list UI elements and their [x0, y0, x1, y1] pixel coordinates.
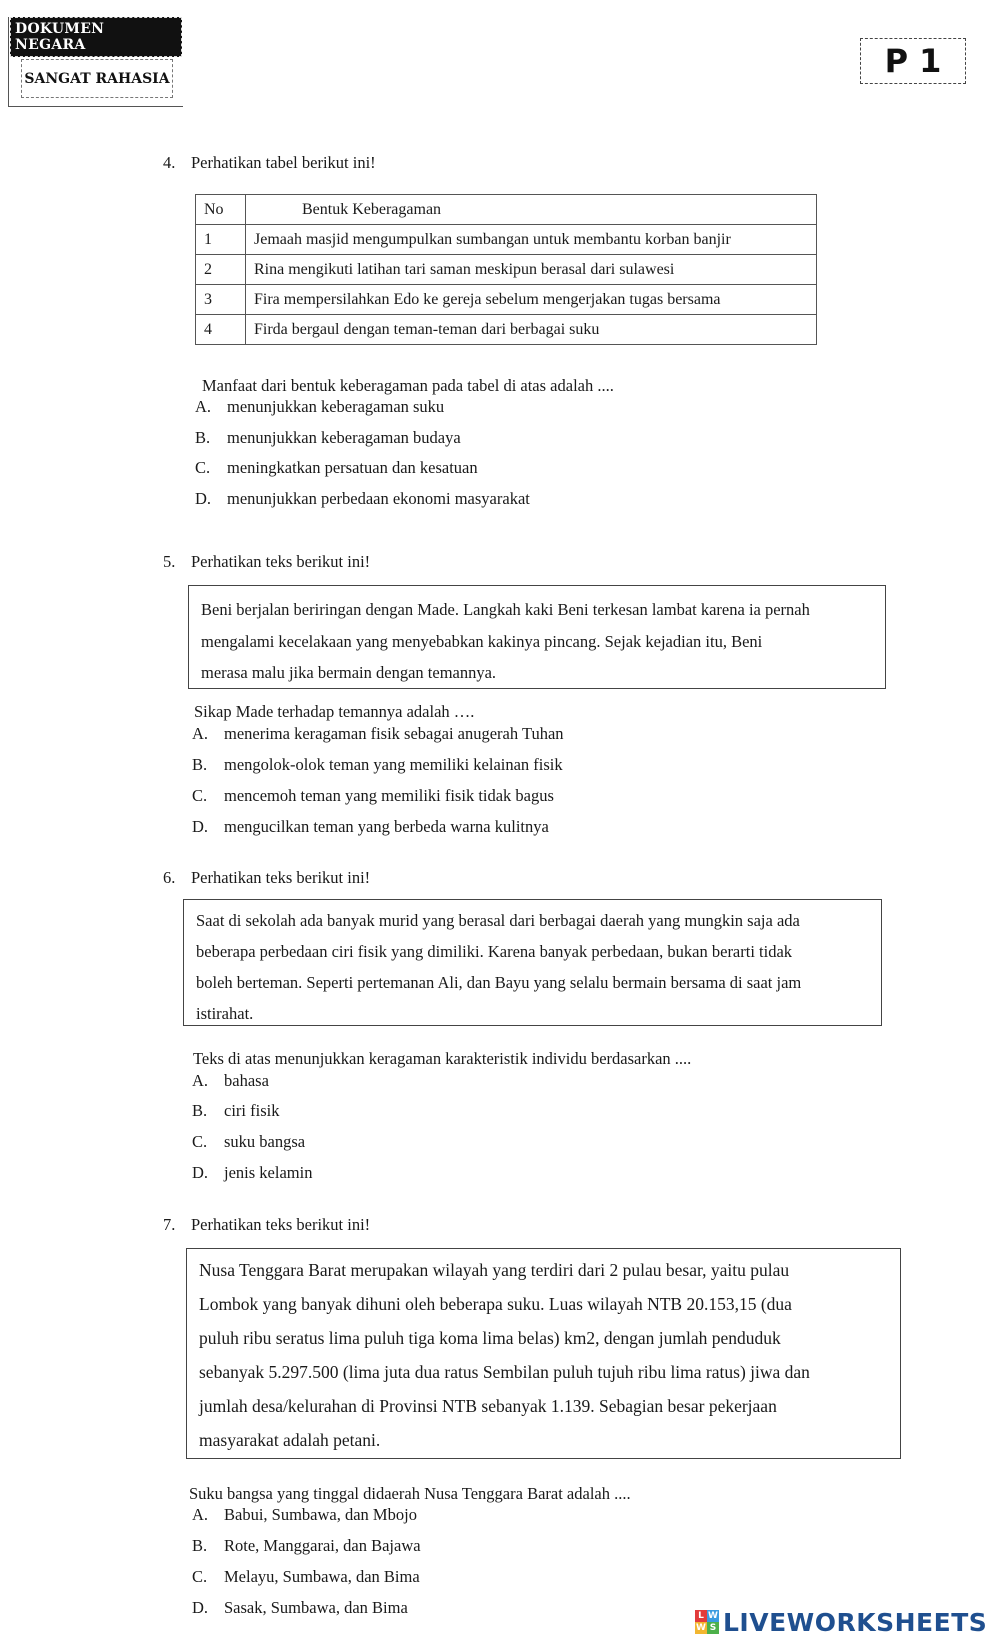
package-code: P 1: [860, 38, 966, 84]
table-cell-text: Jemaah masjid mengumpulkan sumbangan untuk membantu korban banjir: [246, 225, 817, 255]
logo-tile: S: [707, 1622, 719, 1634]
question-number: 6.: [163, 868, 176, 887]
question-number: 4.: [163, 153, 176, 172]
question-instruction: Perhatikan tabel berikut ini!: [191, 153, 376, 172]
option-text: menunjukkan keberagaman budaya: [227, 428, 461, 447]
stamp-top-banner: [10, 17, 182, 57]
option-letter: C.: [195, 458, 211, 477]
option-letter: D.: [192, 1163, 209, 1182]
option-letter: D.: [195, 489, 212, 508]
table-cell-text: Rina mengikuti latihan tari saman meskipun berasal dari sulawesi: [246, 255, 817, 285]
table-cell-no: 1: [196, 225, 246, 255]
option-text: suku bangsa: [224, 1132, 306, 1151]
table-row: [196, 225, 817, 255]
passage-line: sebanyak 5.297.500 (lima juta dua ratus Sembilan puluh tujuh ribu lima ratus) jiwa dan: [199, 1362, 810, 1382]
question-6-prompt: Teks di atas menunjukkan keragaman karakteristik individu berdasarkan ....: [193, 1049, 692, 1068]
option-text: mengolok-olok teman yang memiliki kelainan fisik: [224, 755, 563, 774]
question-6-passage: [183, 899, 882, 1026]
option-text: Babui, Sumbawa, dan Mbojo: [224, 1505, 417, 1524]
diversity-table: [195, 194, 817, 345]
question-number: 7.: [163, 1215, 176, 1234]
option-letter: C.: [192, 1132, 208, 1151]
passage-line: Saat di sekolah ada banyak murid yang berasal dari berbagai daerah yang mungkin saja ada: [196, 911, 800, 930]
option-letter: A.: [192, 1505, 209, 1524]
option-text: Rote, Manggarai, dan Bajawa: [224, 1536, 421, 1555]
option-text: menerima keragaman fisik sebagai anugerah Tuhan: [224, 724, 564, 743]
logo-tile: W: [708, 1611, 718, 1621]
passage-line: masyarakat adalah petani.: [199, 1430, 381, 1450]
option-text: meningkatkan persatuan dan kesatuan: [227, 458, 478, 477]
question-instruction: Perhatikan teks berikut ini!: [191, 552, 371, 571]
liveworksheets-watermark: [695, 1605, 987, 1639]
option-letter: B.: [192, 1536, 208, 1555]
question-7-passage: [186, 1248, 901, 1459]
table-cell-no: 2: [196, 255, 246, 285]
passage-line: jumlah desa/kelurahan di Provinsi NTB sebanyak 1.139. Sebagian besar pekerjaan: [199, 1396, 777, 1416]
question-7-prompt: Suku bangsa yang tinggal didaerah Nusa Tenggara Barat adalah ....: [189, 1484, 631, 1503]
table-cell-no: 4: [196, 315, 246, 345]
table-row: [196, 315, 817, 345]
question-instruction: Perhatikan teks berikut ini!: [191, 1215, 371, 1234]
passage-line: mengalami kecelakaan yang menyebabkan kakinya pincang. Sejak kejadian itu, Beni: [201, 631, 763, 651]
option-letter: C.: [192, 786, 208, 805]
table-cell-text: Firda bergaul dengan teman-teman dari berbagai suku: [246, 315, 817, 345]
option-letter: A.: [192, 724, 209, 743]
option-letter: C.: [192, 1567, 208, 1586]
option-text: Melayu, Sumbawa, dan Bima: [224, 1567, 420, 1586]
liveworksheets-logo-icon: [695, 1610, 719, 1634]
option-text: menunjukkan keberagaman suku: [227, 397, 445, 416]
option-letter: A.: [195, 397, 212, 416]
option-letter: B.: [192, 1101, 208, 1120]
option-text: jenis kelamin: [224, 1163, 313, 1182]
question-4-prompt: Manfaat dari bentuk keberagaman pada tabel di atas adalah ....: [202, 376, 614, 395]
option-text: ciri fisik: [224, 1101, 280, 1120]
option-text: mencemoh teman yang memiliki fisik tidak bagus: [224, 786, 554, 805]
table-header-form: Bentuk Keberagaman: [246, 195, 817, 225]
table-header-no: No: [196, 195, 246, 225]
option-letter: B.: [195, 428, 211, 447]
option-text: menunjukkan perbedaan ekonomi masyarakat: [227, 489, 530, 508]
liveworksheets-text: LIVEWORKSHEETS: [723, 1607, 988, 1637]
table-header-row: [196, 195, 817, 225]
option-text: Sasak, Sumbawa, dan Bima: [224, 1598, 408, 1617]
passage-line: Beni berjalan beriringan dengan Made. Langkah kaki Beni terkesan lambat karena ia pernah: [201, 600, 810, 619]
passage-line: Nusa Tenggara Barat merupakan wilayah yang terdiri dari 2 pulau besar, yaitu pulau: [199, 1260, 790, 1280]
stamp-bottom-label: SANGAT RAHASIA: [21, 59, 173, 98]
question-5-passage: [188, 585, 886, 689]
passage-line: Lombok yang banyak dihuni oleh beberapa suku. Luas wilayah NTB 20.153,15 (dua: [199, 1294, 792, 1314]
option-letter: D.: [192, 817, 209, 836]
table-cell-text: Fira mempersilahkan Edo ke gereja sebelum mengerjakan tugas bersama: [246, 285, 817, 315]
passage-line: puluh ribu seratus lima puluh tiga koma lima belas) km2, dengan jumlah penduduk: [199, 1328, 781, 1348]
passage-line: beberapa perbedaan ciri fisik yang dimiliki. Karena banyak perbedaan, bukan berarti tidak: [196, 942, 793, 961]
option-letter: B.: [192, 755, 208, 774]
passage-line: istirahat.: [196, 1004, 254, 1023]
stamp-top-label: DOKUMEN NEGARA: [10, 17, 182, 57]
table-cell-no: 3: [196, 285, 246, 315]
logo-tile: W: [696, 1623, 706, 1633]
logo-tile: L: [695, 1610, 707, 1622]
table-row: [196, 255, 817, 285]
question-instruction: Perhatikan teks berikut ini!: [191, 868, 371, 887]
passage-line: boleh berteman. Seperti pertemanan Ali, dan Bayu yang selalu bermain bersama di saat jam: [196, 973, 802, 992]
option-text: mengucilkan teman yang berbeda warna kulitnya: [224, 817, 549, 836]
table-row: [196, 285, 817, 315]
option-text: bahasa: [224, 1071, 269, 1090]
option-letter: A.: [192, 1071, 209, 1090]
option-letter: D.: [192, 1598, 209, 1617]
question-5-prompt: Sikap Made terhadap temannya adalah ….: [194, 702, 475, 721]
passage-line: merasa malu jika bermain dengan temannya.: [201, 663, 497, 682]
question-number: 5.: [163, 552, 176, 571]
